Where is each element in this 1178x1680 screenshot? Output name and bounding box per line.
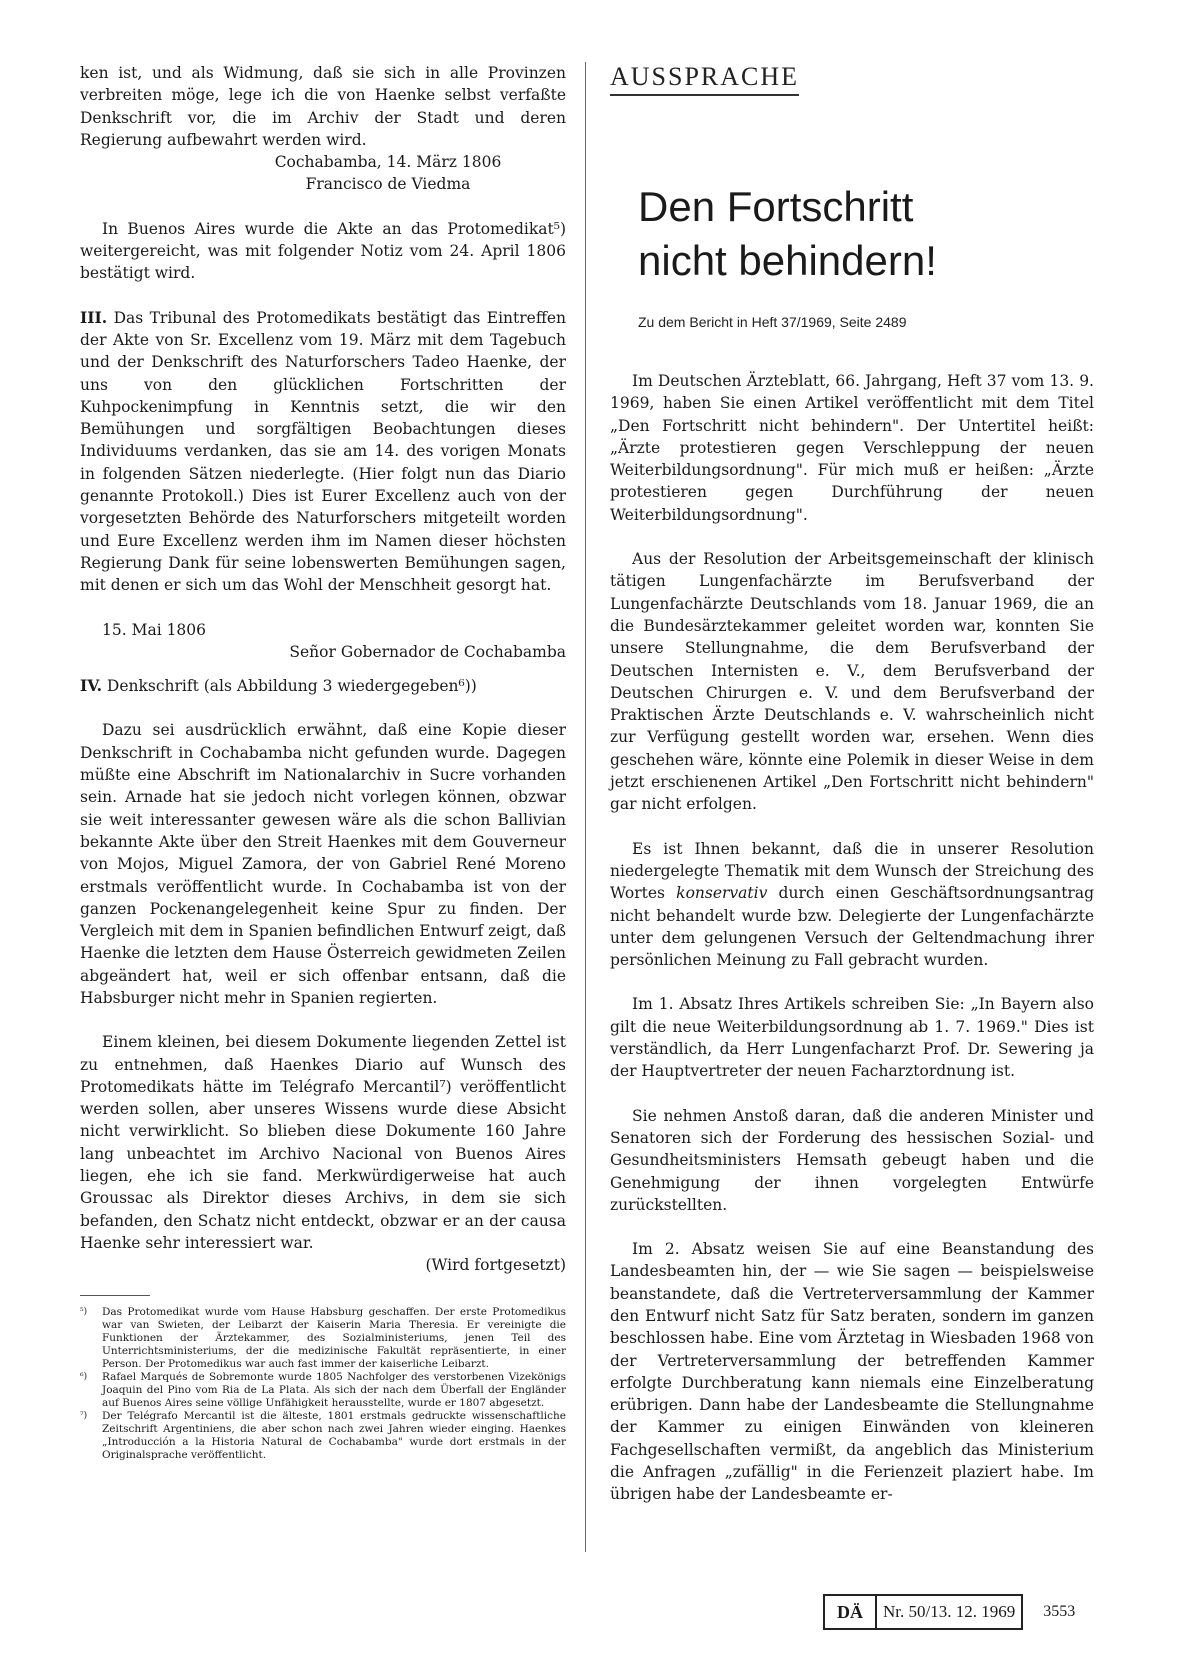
journal-logo: DÄ xyxy=(823,1594,875,1630)
continued-note: (Wird fortgesetzt) xyxy=(425,1256,566,1275)
footnote-mark: ⁶) xyxy=(80,1371,88,1382)
article-paragraph-4: Im 1. Absatz Ihres Artikels schreiben Sie: „In Bayern also gilt die neue Weiterbildungsordnung ab 1. 7. 1969." Dies ist verständlich, da Herr Lungenfacharzt Prof. Dr. Sewering ja der Hauptvertreter der neuen Facharztordnung ist. xyxy=(610,995,1094,1081)
footnote-rule xyxy=(80,1295,150,1296)
signature-place-date: Cochabamba, 14. März 1806 xyxy=(274,153,502,172)
buenos-aires-paragraph: In Buenos Aires wurde die Akte an das Protomedikat⁵) weitergereicht, was mit folgender Notiz vom 24. April 1806 bestätigt wird. xyxy=(80,219,566,283)
section-4-number: IV. xyxy=(80,676,102,696)
einem-paragraph: Einem kleinen, bei diesem Dokumente liegenden Zettel ist zu entnehmen, daß Haenkes Diario auf Wunsch des Protomedikats hätte im Telégrafo Mercantil⁷) veröffentlicht werden sollen, aber unseres Wissens wurde diese Absicht nicht verwirklicht. So blieben diese Dokumente 160 Jahre lang unbeachtet im Archivo Nacional von Buenos Aires liegen, ehe ich sie fand. Merkwürdigerweise hat auch Groussac als Direktor dieses Archivs, in dem sie sich befanden, den Schatz nicht entdeckt, obzwar er an der causa Haenke sehr interessiert war. xyxy=(80,1033,566,1252)
section-4-text: Denkschrift (als Abbildung 3 wiedergegeben⁶)) xyxy=(101,677,477,696)
article-title xyxy=(638,180,1094,288)
article-paragraph-2: Aus der Resolution der Arbeitsgemeinschaft der klinisch tätigen Lungenfachärzte im Berufsverband der Lungenfachärzte Deutschlands vom 18. Januar 1969, die an die Bundesärztekammer geleitet worden war, konnten Sie unsere Stellungnahme, die dem Berufsverband der Deutschen Internisten e. V., dem Berufsverband der Deutschen Chirurgen e. V. und dem Berufsverband der Praktischen Ärzte Deutschlands e. V. wahrscheinlich nicht zur Verfügung gestellt worden war, ersehen. Wenn dies geschehen wäre, könnte eine Polemik in dieser Weise in dem jetzt erschienenen Artikel „Den Fortschritt nicht behindern" gar nicht erfolgen. xyxy=(610,550,1094,814)
paragraph-3-end: durch einen Geschäftsordnungsantrag nicht behandelt wurde bzw. Delegierte der Lungenfachärzte unter dem gelungenen Versuch der Geltendmachung ihrer persönlichen Meinung zu Fall gebracht wurden. xyxy=(610,884,1095,970)
signature-name: Francisco de Viedma xyxy=(305,175,471,194)
section-3-number: III. xyxy=(80,307,108,327)
footnote xyxy=(80,1306,566,1371)
section-4-paragraph xyxy=(80,675,566,697)
footnote-text: Das Protomedikat wurde vom Hause Habsburg geschaffen. Der erste Protomedikus war van Swieten, der Leibarzt der Kaiserin Maria Theresia. Er vereinigte die Funktionen der Ärztekammer, des Sozialministeriums, jenen Teil des Unterrichtsministeriums, der die medizinische Fakultät repräsentierte, in einer Person. Der Protomedikus war auch fast immer der kaiserliche Leibarzt. xyxy=(102,1305,566,1370)
section-heading: AUSSPRACHE xyxy=(610,62,799,96)
footnote xyxy=(80,1371,566,1410)
paragraph-3-emphasis: konservativ xyxy=(676,884,768,903)
section-3-paragraph xyxy=(80,307,566,597)
signature-block xyxy=(80,151,566,196)
date-line: 15. Mai 1806 xyxy=(102,620,207,639)
issue-info: Nr. 50/13. 12. 1969 xyxy=(875,1594,1023,1630)
dazu-paragraph: Dazu sei ausdrücklich erwähnt, daß eine Kopie dieser Denkschrift in Cochabamba nicht gefunden wurde. Dagegen müßte eine Abschrift im Nationalarchiv in Sucre vorhanden sein. Arnade hat sie jedoch nicht vorlegen können, obzwar sie weit interessanter gewesen wäre als die schon Ballivian bekannte Akte über den Streit Haenkes mit dem Gouverneur von Mojos, Miguel Zamora, der von Gabriel René Moreno erstmals veröffentlicht wurde. In Cochabamba ist von der ganzen Pockenangelegenheit keine Spur zu finden. Der Vergleich mit dem in Spanien befindlichen Entwurf zeigt, daß Haenke die letzten dem Hause Österreich gewidmeten Zeilen abgeändert hat, weil er sich offenbar entsann, daß die Habsburger nicht mehr in Spanien regierten. xyxy=(80,721,566,1007)
footnote-text: Rafael Marqués de Sobremonte wurde 1805 Nachfolger des verstorbenen Vizekönigs Joaquin del Pino vom Ria de La Plata. Als sich der nach dem Überfall der Engländer auf Buenos Aires seine völlige Unfähigkeit herausstellte, wurde er 1807 abgesetzt. xyxy=(102,1370,566,1409)
footnote-mark: ⁵) xyxy=(80,1306,88,1317)
intro-paragraph: ken ist, und als Widmung, daß sie sich in alle Provinzen verbreiten möge, lege ich die von Haenke selbst verfaßte Denkschrift vor, die im Archiv der Stadt und deren Regierung aufbewahrt werden wird. xyxy=(80,64,566,149)
column-divider xyxy=(585,62,586,1552)
article-title-line-2: nicht behindern! xyxy=(638,237,937,284)
section-3-text: Das Tribunal des Protomedikats bestätigt das Eintreffen der Akte von Sr. Excellenz vom 19. März mit dem Tagebuch und der Denkschrift des Naturforschers Tadeo Haenke, der uns von den glücklichen Fortschritten der Kuhpockenimpfung in Kenntnis setzt, die wir den Bemühungen und sorgfältigen Beobachtungen dieses Individuums verdanken, das sie am 14. des vorigen Monats in folgenden Sätzen niederlegte. (Hier folgt nun das Diario genannte Protokoll.) Dies ist Eurer Excellenz auch von der vorgesetzten Behörde des Naturforschers mitgeteilt worden und Eure Excellenz werden ihm im Namen dieser höchsten Regierung Dank für seine lobenswerten Bemühungen sagen, mit denen er sich um das Wohl der Menschheit gesorgt hat. xyxy=(80,308,566,595)
right-column xyxy=(610,62,1094,1506)
paragraph-3-start: Es ist Ihnen bekannt, daß die in unserer Resolution niedergelegte Thematik mit dem Wunsch der Streichung des Wortes xyxy=(610,839,1094,903)
page-number: 3553 xyxy=(1043,1603,1076,1620)
page-footer xyxy=(823,1594,1075,1630)
addressee-line: Señor Gobernador de Cochabamba xyxy=(289,642,566,661)
footnote-text: Der Telégrafo Mercantil ist die älteste, 1801 erstmals gedruckte wissenschaftliche Zeitschrift Argentiniens, die aber schon nach zwei Jahren wieder einging. Haenkes „Introducción a la Historia Natural de Cochabamba" wurde dort erstmals in der Originalsprache veröffentlicht. xyxy=(102,1409,566,1461)
article-paragraph-1: Im Deutschen Ärzteblatt, 66. Jahrgang, Heft 37 vom 13. 9. 1969, haben Sie einen Artikel veröffentlicht mit dem Titel „Den Fortschritt nicht behindern". Der Untertitel heißt: „Ärzte protestieren gegen Verschleppung der neuen Weiterbildungsordnung". Für mich muß er heißen: „Ärzte protestieren gegen Durchführung der neuen Weiterbildungsordnung". xyxy=(610,372,1094,524)
article-paragraph-3 xyxy=(610,838,1094,972)
footnote-mark: ⁷) xyxy=(80,1410,88,1421)
article-subtitle: Zu dem Bericht in Heft 37/1969, Seite 2489 xyxy=(638,314,907,330)
footnote xyxy=(80,1410,566,1462)
left-column xyxy=(80,62,566,1462)
article-paragraph-5: Sie nehmen Anstoß daran, daß die anderen Minister und Senatoren sich der Forderung des hessischen Sozial- und Gesundheitsministers Hemsath gebeugt haben und die Genehmigung der ihnen vorgelegten Entwürfe zurückstellten. xyxy=(610,1106,1094,1214)
article-paragraph-6: Im 2. Absatz weisen Sie auf eine Beanstandung des Landesbeamten hin, der — wie Sie sagen — beispielsweise beanstandete, daß die Vertreterversammlung der Kammer den Entwurf nicht Satz für Satz beraten, sondern im ganzen beschlossen habe. Eine vom Ärztetag in Wiesbaden 1968 von der Vertreterversammlung der betreffenden Kammer erfolgte Durchberatung kann niemals eine Einzelberatung erübrigen. Dann habe der Landesbeamte die Stellungnahme der Kammer zu einigen Einwänden von kleineren Fachgesellschaften vermißt, da angeblich das Ministerium die Anfragen „zufällig" in die Ferienzeit plaziert habe. Im übrigen habe der Landesbeamte er- xyxy=(610,1240,1094,1504)
article-title-line-1: Den Fortschritt xyxy=(638,183,914,230)
